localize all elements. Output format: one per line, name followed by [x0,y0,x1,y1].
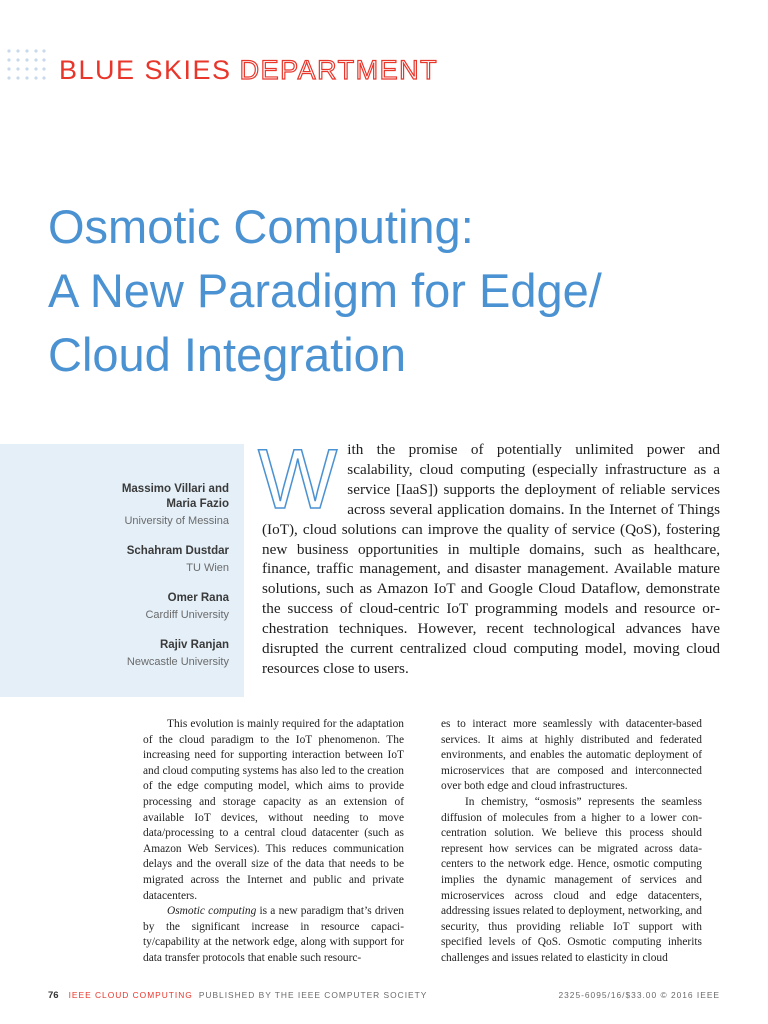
intro-text: ith the promise of potentially unlimited power and scalability, cloud computing (especially infrastructure as a service [IaaS]) supports the deployment of reliable services across several application domains. In the Internet of Things (IoT), cloud solutions can improve the quality of service (QoS), fostering new business opportunities in multiple domains, such as healthcare, finance, traffic management, and disaster management. Available mature solutions, such as Amazon IoT and Google Cloud Dataflow, demonstrate the success of cloud-centric IoT programming models and resource orchestration techniques. However, recent technological advances have disrupted the current centralized cloud computing model, moving cloud resources close to users. [262,441,720,677]
emphasized-term: Osmotic computing [167,905,257,918]
author-name: Omer Rana [167,592,229,604]
article-title [48,195,748,387]
page-number: 76 [48,990,59,1001]
decorative-dot-grid [6,48,46,82]
author-name: Schahram Dustdar [126,545,229,557]
author-block [9,482,229,529]
author-name: Massimo Villari and Maria Fazio [121,483,229,510]
author-affiliation: University of Messina [124,515,229,527]
author-affiliation: Newcastle University [126,656,229,668]
author-affiliation: TU Wien [186,562,229,574]
author-block [9,544,229,576]
body-column-left [143,717,404,967]
drop-cap: W [258,432,338,526]
magazine-name: IEEE CLOUD COMPUTING [68,990,193,1000]
author-block [9,638,229,670]
article-title-line: Osmotic Computing: [48,200,474,253]
body-paragraph: es to interact more seamlessly with datacenter-based services. It aims at highly distributed and federated environments, and enables the automatic deployment of microservices that are composed and interconnected over both edge and cloud infrastructures. [441,718,702,793]
article-title-line: A New Paradigm for Edge/ [48,264,602,317]
issn-copyright: 2325-6095/16/$33.00 © 2016 IEEE [558,990,720,1000]
article-title-line: Cloud Integration [48,328,406,381]
body-paragraph: In chemistry, “osmosis” represents the seamless diffusion of molecules from a higher to a lower concentration solution. We believe this process should represent how services can be migrated across datacenters to the network edge. Hence, osmotic computing implies the dynamic management of services and microservices across cloud and edge datacenters, addressing issues related to deployment, networking, and security, thus providing reliable IoT support with specified levels of QoS. Osmotic computing inherits challenges and issues related to elasticity in cloud [441,795,702,964]
body-column-right [441,717,702,967]
body-text: is a new paradigm that’s driven by the significant increase in resource capacity/capability at the network edge, along with support for data transfer protocols that enable such resourc- [143,905,404,964]
body-paragraph: This evolution is mainly required for the adaptation of the cloud paradigm to the IoT phenomenon. The increasing need for supporting interaction between IoT and cloud computing systems has also led to the creation of the edge computing model, which aims to provide processing and storage capacity as an extension of available IoT devices, without needing to move data/processing to a central cloud datacenter (such as Amazon Web Services). This reduces communication delays and the overall size of the data that needs to be migrated across the Internet and public and private datacenters. [143,718,404,902]
publisher-line: PUBLISHED BY THE IEEE COMPUTER SOCIETY [198,990,428,1000]
intro-paragraph [258,432,720,679]
author-block [9,591,229,623]
author-affiliation: Cardiff University [145,609,229,621]
page-footer [48,990,720,1004]
department-header [59,54,438,86]
department-label-solid: BLUE SKIES [59,55,232,85]
body-paragraph [143,904,404,966]
department-label-outline: DEPARTMENT [239,55,439,85]
author-name: Rajiv Ranjan [159,639,229,651]
